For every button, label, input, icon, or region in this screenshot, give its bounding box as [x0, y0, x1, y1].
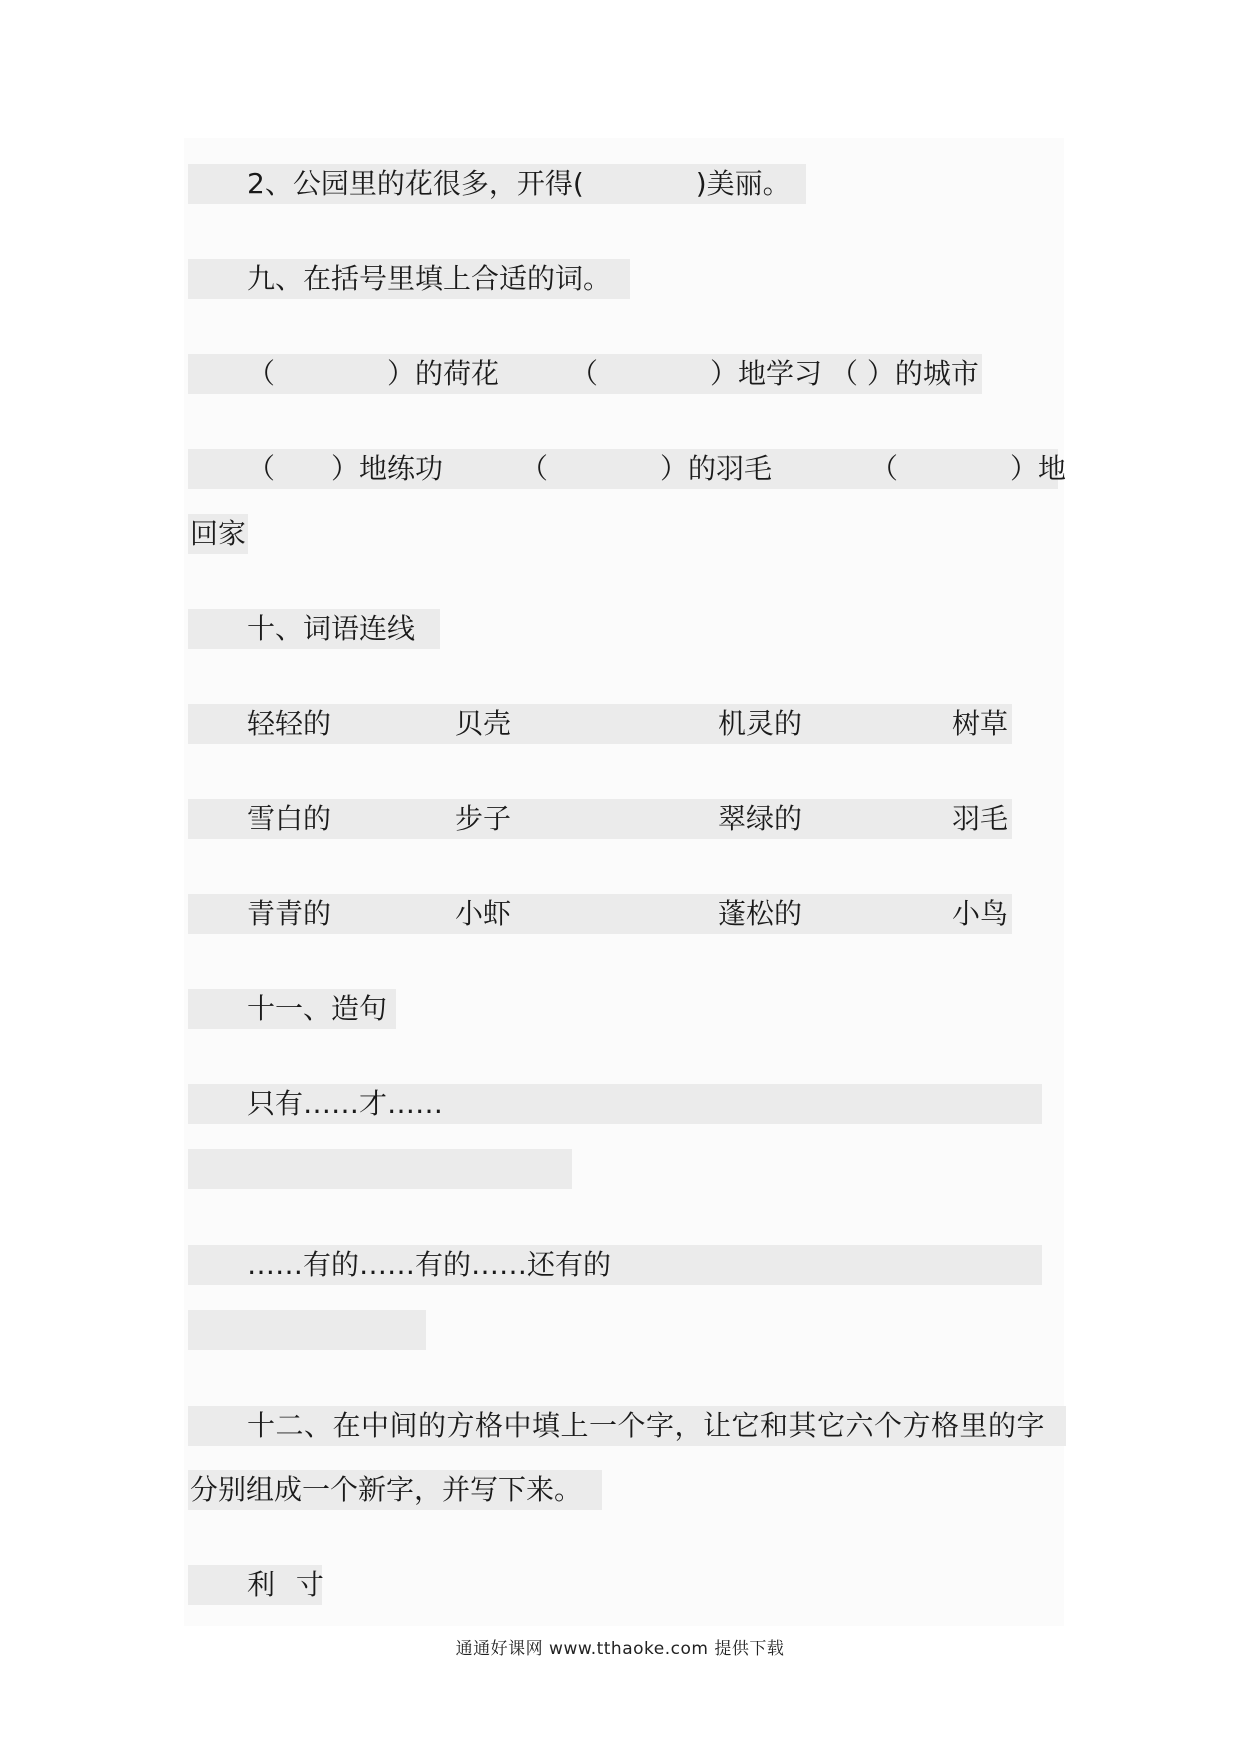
- section-9-title: 九、在括号里填上合适的词。: [247, 262, 612, 295]
- match-word: 蓬松的: [718, 897, 803, 930]
- match-word: 翠绿的: [718, 802, 803, 835]
- match-word: 羽毛: [952, 802, 1009, 835]
- section-11-title: 十一、造句: [247, 992, 388, 1025]
- fill-blank: （ ）的羽毛: [520, 452, 773, 485]
- fill-blank: （ ）的城市: [830, 357, 979, 390]
- section-10-title: 十、词语连线: [247, 612, 416, 645]
- footer-credit: 通通好课网 www.tthaoke.com 提供下载: [455, 1639, 785, 1659]
- fill-blank: （ ）地学习: [570, 357, 823, 390]
- fill-blank: （ ）的荷花: [247, 357, 500, 390]
- section-12-title-cont: 分别组成一个新字，并写下来。: [190, 1473, 583, 1506]
- fill-blank: （ ）地练功: [247, 452, 444, 485]
- section-12-title: 十二、在中间的方格中填上一个字，让它和其它六个方格里的字: [247, 1409, 1046, 1442]
- match-word: 小虾: [455, 897, 512, 930]
- match-word: 小鸟: [952, 897, 1009, 930]
- match-word: 雪白的: [247, 802, 332, 835]
- match-word: 步子: [455, 802, 512, 835]
- fill-blank: （ ）地: [870, 452, 1067, 485]
- match-word: 青青的: [247, 897, 332, 930]
- answer-line: [188, 1310, 426, 1350]
- character-grid: 利 寸: [247, 1568, 330, 1601]
- sentence-prompt: 只有……才……: [247, 1087, 444, 1120]
- question-item: 2、公园里的花很多，开得( )美丽。: [247, 167, 791, 200]
- match-word: 机灵的: [718, 707, 803, 740]
- match-word: 贝壳: [455, 707, 512, 740]
- sentence-prompt: ……有的……有的……还有的: [247, 1248, 612, 1281]
- answer-line: [188, 1149, 572, 1189]
- match-word: 轻轻的: [247, 707, 332, 740]
- match-word: 树草: [952, 707, 1009, 740]
- fill-blank-wrap: 回家: [190, 517, 247, 550]
